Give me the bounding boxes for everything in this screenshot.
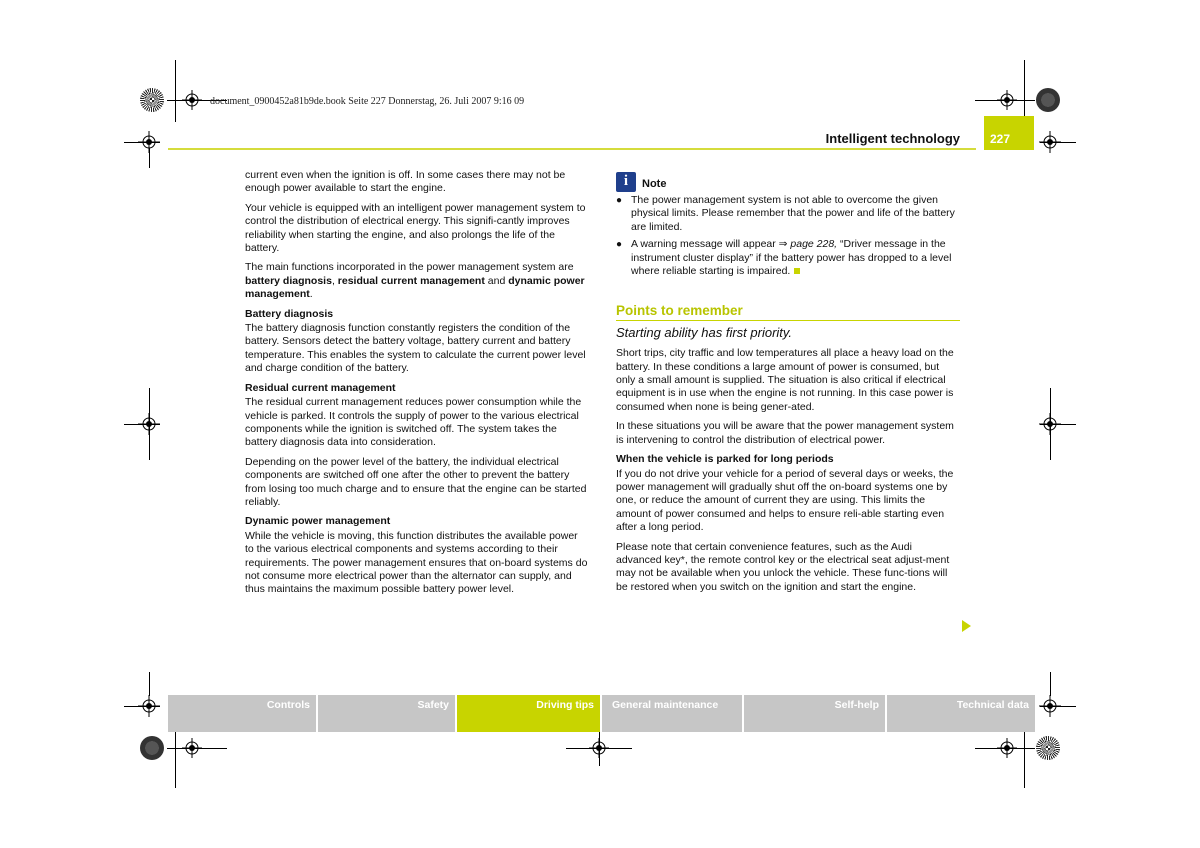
section-subtitle: Starting ability has first priority. xyxy=(616,324,793,340)
crop-line xyxy=(1040,424,1076,425)
paragraph: The residual current management reduces power consumption while the vehicle is parked. It controls the supply of power to the various electrical components while the ignition is switched off. The system takes the battery diagnosis data into consideration. xyxy=(245,396,582,449)
rosette-mark-icon xyxy=(140,736,164,760)
page-number-box xyxy=(984,116,1034,150)
tab-safety[interactable]: Safety xyxy=(318,695,455,732)
crop-line xyxy=(975,748,1035,749)
crop-line xyxy=(1040,142,1076,143)
note-header xyxy=(616,172,960,192)
paragraph: Depending on the power level of the battery, the individual electrical components are switched off one after the other to prevent the battery from losing too much charge and to ensure that the engine can be started reliably. xyxy=(245,455,587,508)
bullet-icon: ● xyxy=(616,195,623,206)
right-column xyxy=(616,172,960,600)
crop-line xyxy=(1040,706,1076,707)
subheading-dynamic-power: Dynamic power management xyxy=(245,515,391,528)
crop-line xyxy=(175,726,176,788)
rosette-mark-icon xyxy=(1036,88,1060,112)
crop-line xyxy=(124,142,160,143)
footer-nav xyxy=(168,695,1035,732)
tab-technical-data[interactable]: Technical data xyxy=(887,695,1035,732)
crop-line xyxy=(149,672,150,696)
left-column xyxy=(245,169,588,603)
tab-driving-tips[interactable]: Driving tips xyxy=(457,695,600,732)
paragraph: Please note that certain convenience features, such as the Audi advanced key*, the remote control key or the electrical seat adjust-ment may not be available when you unlock the vehicle. These func-tions will be restored when you switch on the ignition and start the engine. xyxy=(616,540,950,593)
tab-controls[interactable]: Controls xyxy=(168,695,316,732)
paragraph: The battery diagnosis function constantly registers the condition of the battery. Sensors detect the battery voltage, battery current and battery temperature. This enables the system to calculate the current power level and charge condition of the battery. xyxy=(245,322,586,375)
crop-line xyxy=(124,706,160,707)
paragraph: Your vehicle is equipped with an intelligent power management system to control the distribution of electrical energy. This signifi-cantly improves reliability when starting the engine, and also prolongs the life of the battery. xyxy=(245,201,586,255)
crop-line xyxy=(149,148,150,168)
end-marker-icon xyxy=(794,268,800,274)
tab-general-maintenance[interactable]: General maintenance xyxy=(602,695,742,732)
paragraph: If you do not drive your vehicle for a period of several days or weeks, the power management will gradually shut off the on-board systems one by one, or reduce the amount of current they are using. This limits the amount of power consumed and helps to ensure reli-able starting even after a long period. xyxy=(616,467,954,534)
paragraph: The main functions incorporated in the power management system are battery diagnosis, residual current management and dynamic power management. xyxy=(245,261,585,301)
paragraph: In these situations you will be aware that the power management system is intervening to control the distribution of electrical power. xyxy=(616,420,954,446)
file-info: document_0900452a81b9de.book Seite 227 Donnerstag, 26. Juli 2007 9:16 09 xyxy=(210,96,525,107)
page-reference-link[interactable]: page 228, xyxy=(790,238,838,251)
subheading-parked: When the vehicle is parked for long periods xyxy=(616,453,834,466)
crop-line xyxy=(149,388,150,460)
tab-self-help[interactable]: Self-help xyxy=(744,695,885,732)
paragraph: While the vehicle is moving, this function distributes the available power to the various electrical components and systems according to their requirements. The power management ensures that on-board systems do not consume more electrical power than the alternator can supply, and thus maintains the maximum possible battery power level. xyxy=(245,529,588,596)
subheading-battery-diagnosis: Battery diagnosis xyxy=(245,307,334,320)
bullet-icon: ● xyxy=(616,239,623,251)
info-icon: i xyxy=(616,172,636,192)
note-label: Note xyxy=(642,178,667,191)
crosshair-mark-icon xyxy=(182,90,202,110)
crosshair-mark-icon xyxy=(997,90,1017,110)
section-title: Points to remember xyxy=(616,304,960,320)
crop-line xyxy=(124,424,160,425)
continue-arrow-icon xyxy=(962,620,971,632)
page-number: 227 xyxy=(990,132,1011,146)
paragraph: current even when the ignition is off. In some cases there may not be enough power available to start the engine. xyxy=(245,169,566,195)
header-rule xyxy=(168,148,976,150)
crop-line xyxy=(167,748,227,749)
crop-line xyxy=(175,60,176,122)
crop-line xyxy=(1024,60,1025,122)
crop-line xyxy=(1050,388,1051,460)
rosette-mark-icon xyxy=(1036,736,1060,760)
page-title: Intelligent technology xyxy=(825,131,960,146)
crop-line xyxy=(1050,672,1051,696)
rosette-mark-icon xyxy=(140,88,164,112)
list-item: ● A warning message will appear ⇒ page 228, “Driver message in the instrument cluster display” if the battery power has dropped to a level where reliable starting is impaired. xyxy=(616,238,952,278)
crop-line xyxy=(1024,726,1025,788)
paragraph: Short trips, city traffic and low temperatures all place a heavy load on the battery. In these conditions a large amount of power is consumed, but only a small amount is supplied. The situation is also critical if electrical equipment is in use when the engine is not running. In this case power is consumed when none is being gener-ated. xyxy=(616,347,954,413)
crop-line xyxy=(599,730,600,766)
subheading-residual-current: Residual current management xyxy=(245,381,396,394)
list-item: ● The power management system is not able to overcome the given physical limits. Please remember that the power and life of the battery are limited. xyxy=(616,194,955,233)
